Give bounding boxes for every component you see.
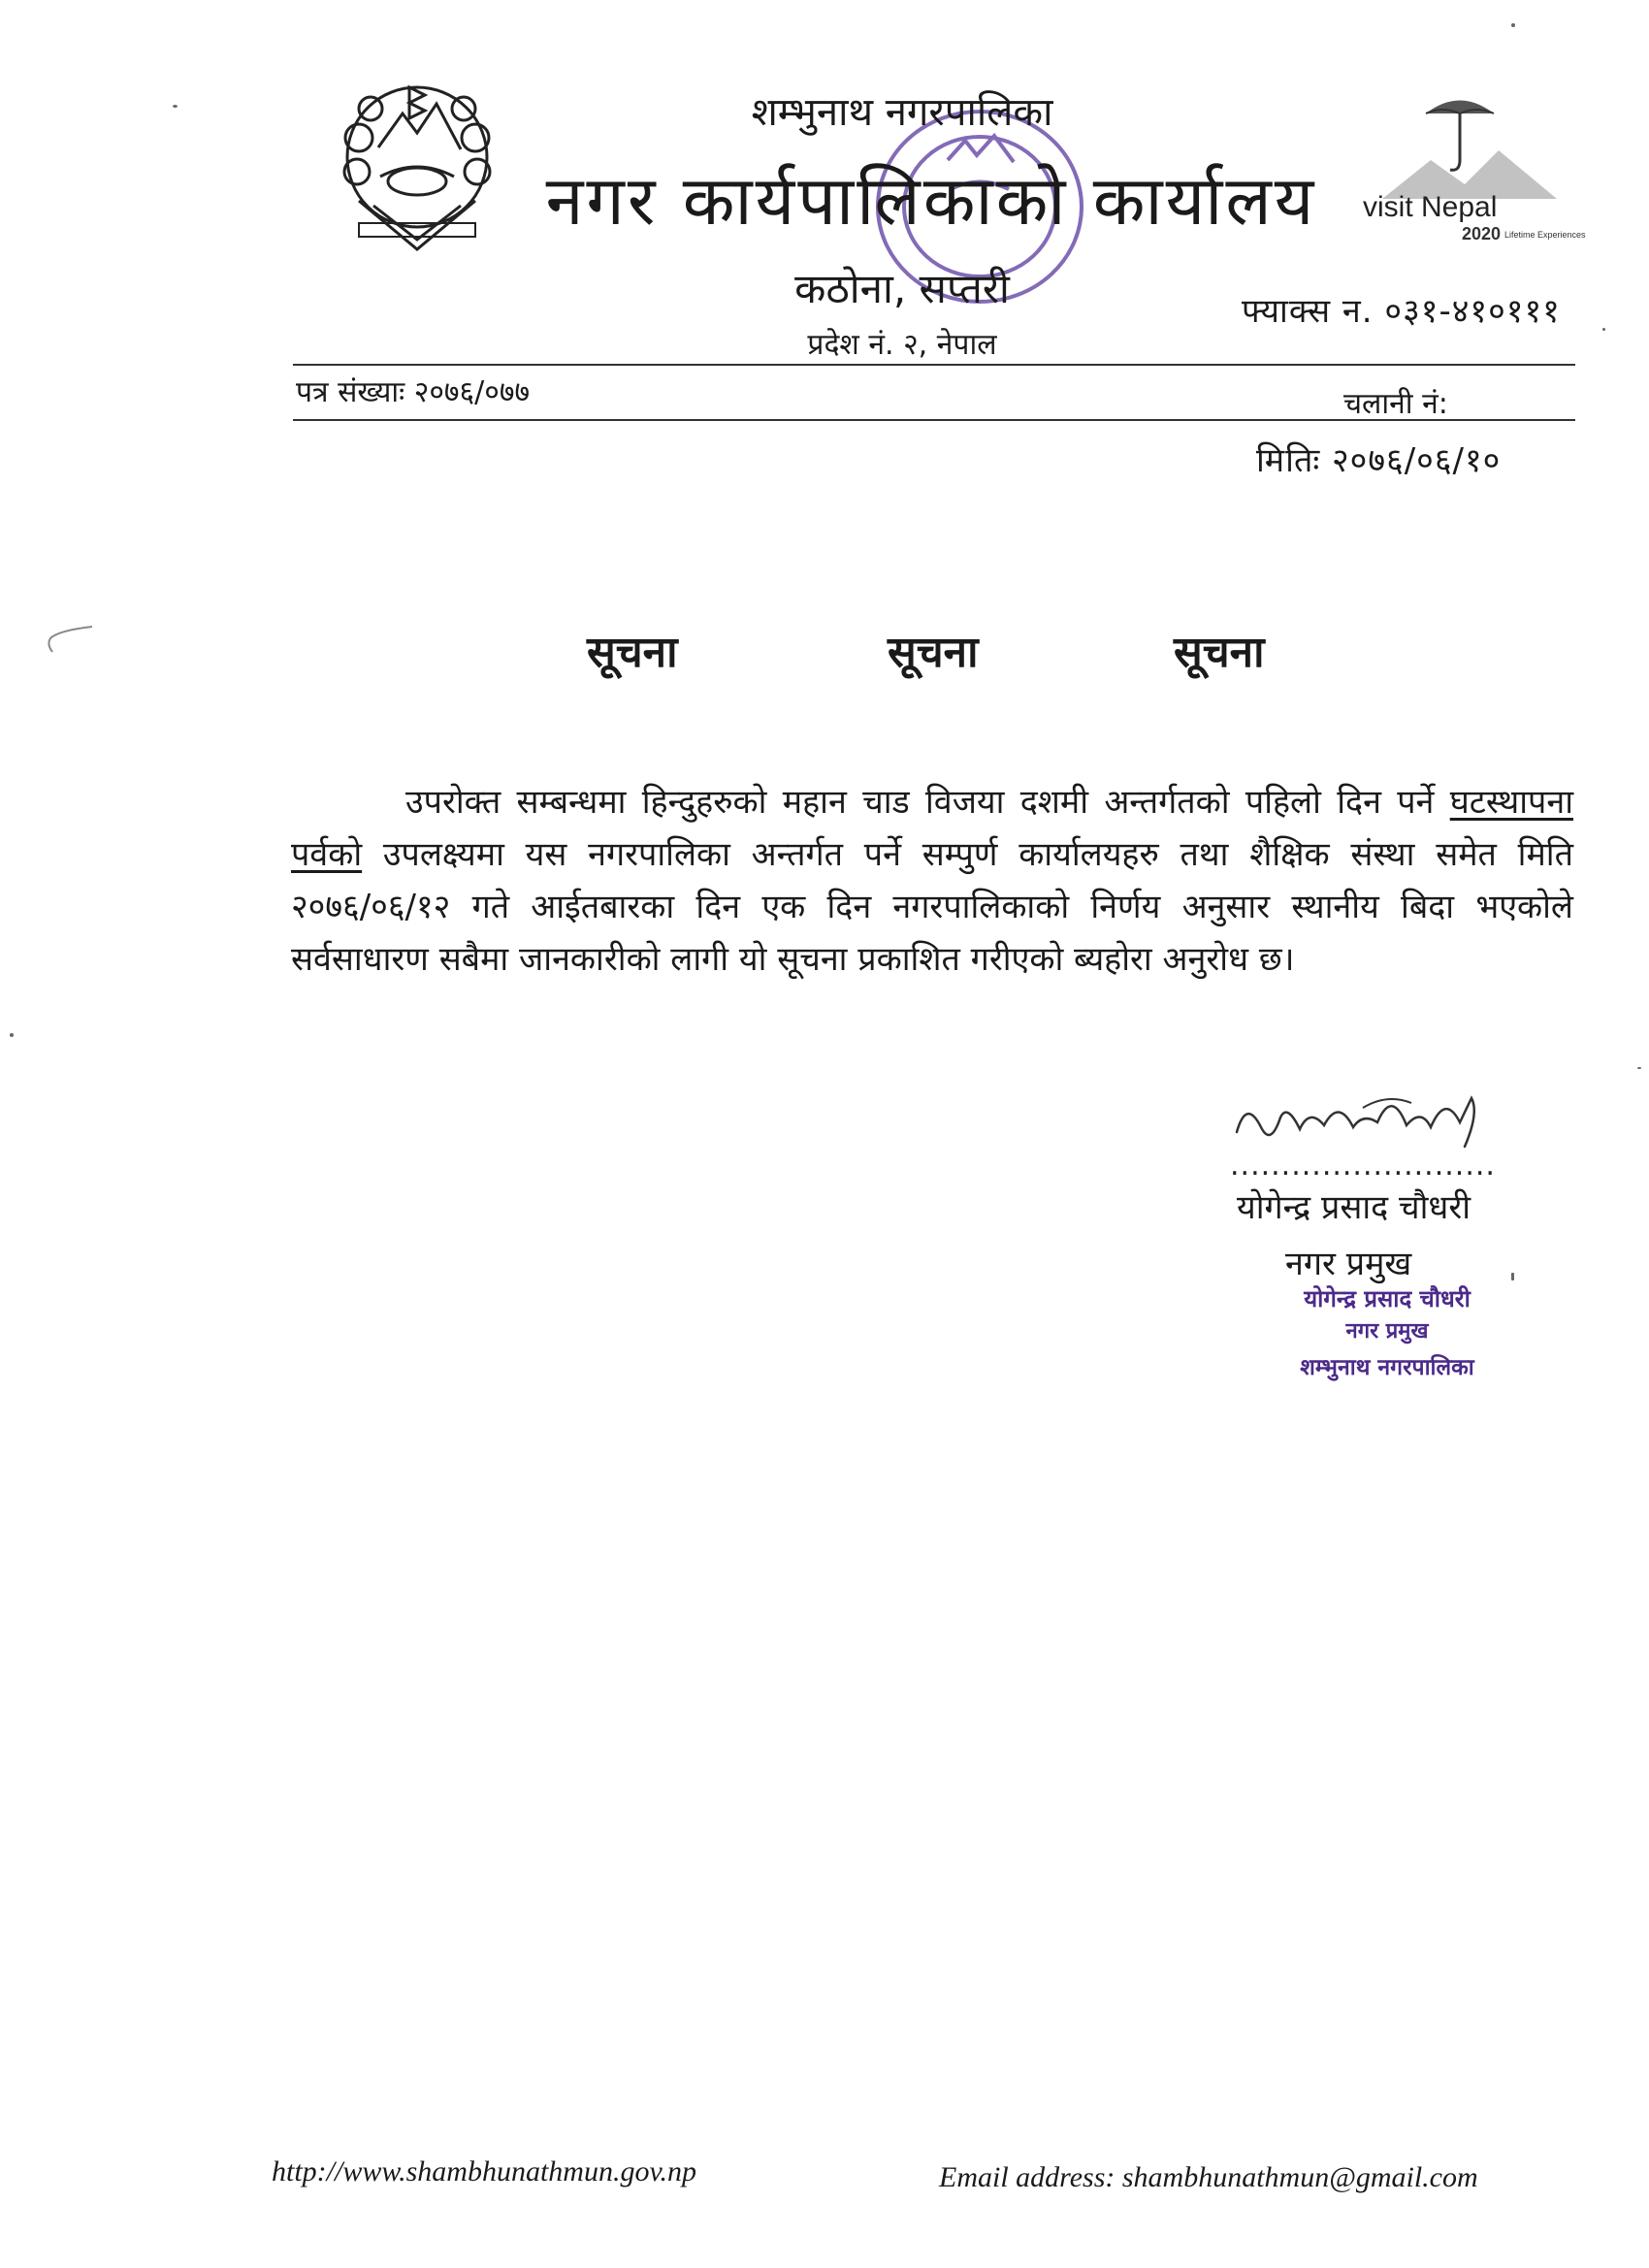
footer-website: http://www.shambhunathmun.gov.np	[272, 2155, 697, 2187]
signer-title: नगर प्रमुख	[1285, 1245, 1412, 1283]
scan-speck	[1637, 1067, 1641, 1069]
nepal-emblem-icon	[320, 60, 514, 264]
stamp-title: नगर प्रमुख	[1345, 1319, 1429, 1344]
notice-body-part-1: उपरोक्त सम्बन्धमा हिन्दुहरुको महान चाड विजया दशमी अन्तर्गतको पहिलो दिन पर्ने	[405, 783, 1450, 822]
letter-date: मितिः २०७६/०६/१०	[1256, 441, 1502, 480]
letter-number: पत्र संख्याः २०७६/०७७	[296, 375, 531, 409]
scan-mark	[29, 623, 97, 664]
scan-speck	[1511, 1273, 1514, 1280]
signature-line: ..........................	[1230, 1149, 1496, 1183]
scan-speck	[1511, 23, 1515, 27]
svg-text:visit Nepal: visit Nepal	[1363, 191, 1498, 223]
notice-body-part-2: उपलक्ष्यमा यस नगरपालिका अन्तर्गत पर्ने सम्पुर्ण कार्यालयहरु तथा शैक्षिक संस्था समेत मिति २०७६/०६/१२ गते आईतबारका दिन एक दिन नगरपालिकाको निर्णय अनुसार स्थानीय बिदा भएकोले सर्वसाधारण सबैमा जानकारीको लागी यो सूचना प्रकाशित गरीएको ब्यहोरा अनुरोध छ।	[291, 835, 1573, 979]
umbrella-icon	[1426, 101, 1494, 171]
dispatch-number: चलानी नं:	[1343, 387, 1448, 421]
office-location: कठोना, सप्तरी	[794, 265, 1010, 312]
phone-number: फ्याक्स न. ०३१-४१०१११	[1242, 292, 1561, 331]
notice-body	[291, 776, 1573, 986]
stamp-name: योगेन्द्र प्रसाद चौधरी	[1304, 1285, 1471, 1312]
header-rule-top	[293, 364, 1575, 366]
notice-heading-2: सूचना	[888, 628, 979, 677]
scan-speck	[10, 1033, 14, 1037]
scan-speck	[1602, 328, 1605, 331]
notice-heading-3: सूचना	[1174, 628, 1265, 677]
notice-heading-1: सूचना	[587, 628, 678, 677]
province-line: प्रदेश नं. २, नेपाल	[807, 328, 997, 362]
municipality-name: शम्भुनाथ नगरपालिका	[751, 90, 1053, 135]
footer-email: Email address: shambhunathmun@gmail.com	[939, 2161, 1478, 2193]
stamp-organization: शम्भुनाथ नगरपालिका	[1300, 1355, 1474, 1380]
signer-name: योगेन्द्र प्रसाद चौधरी	[1237, 1188, 1471, 1227]
svg-text:2020: 2020	[1462, 224, 1502, 243]
svg-text:Lifetime Experiences: Lifetime Experiences	[1504, 230, 1586, 240]
visit-nepal-logo	[1353, 92, 1586, 267]
notice-body-underlined: घटस्थापना पर्वको	[291, 783, 1573, 874]
office-name: नगर कार्यपालिकाको कार्यालय	[545, 161, 1317, 241]
header-rule-bottom	[293, 419, 1575, 421]
scan-speck	[173, 105, 178, 108]
